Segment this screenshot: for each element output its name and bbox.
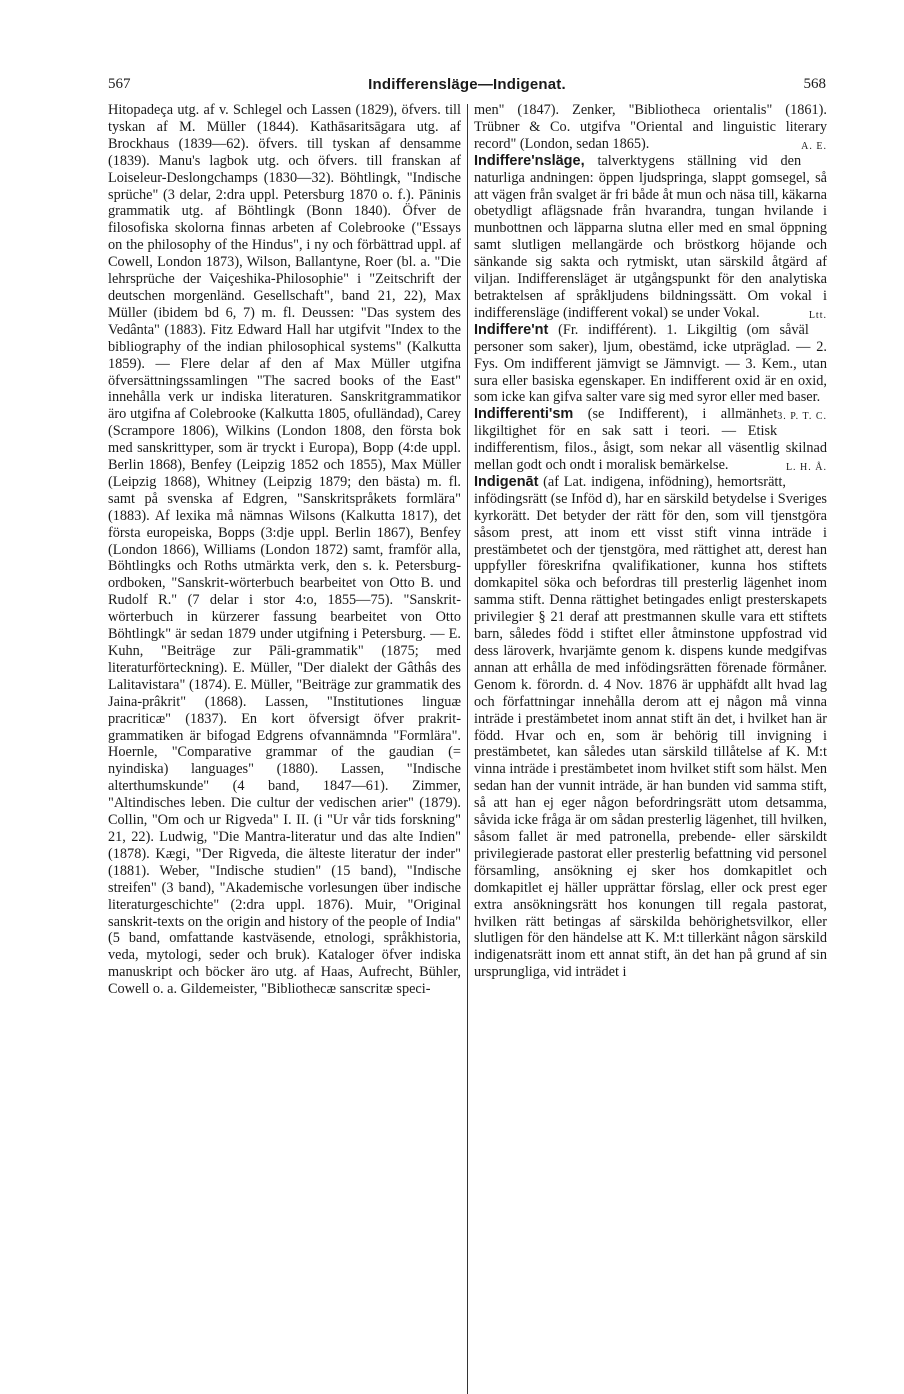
page-header [108,76,826,96]
entry-headword: Indifferenti'sm [474,406,574,423]
continuation-body: men" (1847). Zenker, "Bibliotheca orientalis" (1861). Trübner & Co. utgifva "Oriental and linguistic literary record" (London, sedan 1865). [474,102,827,152]
entry-headword: Indiffere'nsläge, [474,152,585,169]
left-column-text: Hitopadeça utg. af v. Schlegel och Lassen (1829), öfvers. till tyskan af M. Müller (1844). Kathāsaritsāgara utg. af Brockhaus (1839—62). öfvers. till tyskan af densamme (1839). Manu's lagbok utg. och öfvers. till franskan af Loiseleur-Deslongchamps (1830—32). Böhtlingk, "Indische sprüche" (3 delar, 2:dra uppl. Petersburg 1870 o. f.). Pāninis grammatik utg. af Böhtlingk (Bonn 1840). Öfver de filosofiska skolorna finnas arbeten af Colebrooke ("Essays on the philosophy of the Hindus", i ny och förbättrad uppl. af Cowell, London 1873), Wilson, Ballantyne, Roer (bl. a. "Die lehrsprüche der Vaiçeshika-Philosophie" i "Zeitschrift der deutschen morgenländ. Gesellschaft", band 21, 22), Max Müller (ibidem bd 6, 7) m. fl. Deussen: "Das system des Vedânta" (1883). Fitz Edward Hall har utgifvit "Index to the bibliography of the indian philosophical systems" (Kalkutta 1859). — Flere delar af den af Max Müller utgifna öfversättningssamlingen "The sacred books of the East" innehålla verk ur indiska literaturen. Sanskritgrammatikor äro utgifna af Colebrooke (Kalkutta 1805, ofulländad), Carey (Scrampore 1806), Wilkins (London 1808, den första bok med sanskrittyper, som är tryckt i Europa), Bopp (4:de uppl. Berlin 1868), Benfey (Leipzig 1852 och 1855), Max Müller (Leipzig 1868), Whitney (Leipzig 1879; den bästa) m. fl. samt på svenska af Edgren, "Sanskritspråkets formlära" (1883). Af lexika må nämnas Wilsons (Kalkutta 1817), det första europeiska, Bopps (3:dje uppl. Berlin 1867), Benfey (London 1866), Williams (London 1872) samt, framför alla, Böhtlingks och Roths utmärkta verk, den s. k. Petersburg-ordboken, "Sanskrit-wörterbuch bearbeitet von Otto B. und Rudolf R." (7 delar i stor 4:o, 1855—75). "Sanskrit-wörterbuch in kürzerer fassung bearbeitet von Otto Böhtlingk" är sedan 1879 under utgifning i Petersburg. — E. Kuhn, "Beiträge zur Pāli-grammatik" (1875; med literaturförteckning). E. Müller, "Der dialekt der Gâthâs des Lalitavistara" (1874). E. Müller, "Beiträge zur grammatik des Jaina-prâkrit" (1868). Lassen, "Institutiones linguæ pracriticæ" (1837). En kort öfversigt öfver prakrit-grammatiken är bifogad Edgrens ofvannämnda "Formlära". Hoernle, "Comparative grammar of the gaudian (= nyindiska) languages" (1880). Lassen, "Indische alterthumskunde" (4 band, 1847—61). Zimmer, "Altindisches leben. Die cultur der vedischen arier" (1879). Collin, "Om och ur Rigveda" I. II. (i "Ur vår tids forskning" 21, 22). Ludwig, "Die Mantra-literatur und das alte Indien" (1878). Kægi, "Der Rigveda, die älteste literatur der inder" (1881). Weber, "Indische studien" (15 band), "Indische streifen" (3 band), "Akademische vorlesungen über indische literaturgeschichte" (2:dra uppl. 1876). Muir, "Original sanskrit-texts on the origin and history of the people of India" (5 band, omfattande kastväsende, etnologi, språkhistoria, veda, mytologi, seder och bruk). Kataloger öfver indiska manuskript och böcker äro utg. af Haas, Aufrecht, Bühler, Cowell o. a. Gildemeister, "Bibliothecæ sanscritæ speci- [108,102,461,998]
entry-text: talverktygens ställning vid den naturliga andningen: öppen ljudspringa, slappt gomsegel, så att vägen från svalget är fri både åt mun och näsa till, käkarna obetydligt aflägsnade från hvarandra, tungan hvilande i munbottnen och läpparna slutna eller med en smal öppning samt slutligen mellangärde och bröstkorg höjande och sänkande sig sakta och rytmiskt, utan särskild åtgärd af viljan. Indifferensläget är utgångspunkt för den analytiska betraktelsen af språkljudens bildningssätt. Om vokal i indifferensläge (indifferent vokal) se under Vokal. [474,152,827,321]
entry-headword: Indigenāt [474,473,539,490]
entry-signature: 3. P. T. C. [777,411,827,423]
entry-headword: Indiffere'nt [474,321,549,338]
entry-indifferenslage [474,153,827,322]
left-column [108,102,461,998]
entry-text: (af Lat. indigena, infödning), hemortsrätt, infödingsrätt (se Inföd d), har en särskild betydelse i Sveriges kyrkorätt. Det betyder der rätt för den, som vill tjenstgöra såsom prest, att inom ett visst stift vinna inträde i prestämbetet och der tjenstgöra, med rättighet att, derest han uppfyller föreskrifna qvalifikationer, kunna hos stiftets domkapitel söka och befordras till presterlig lägenhet inom samma stift. Denna rättighet betingades enligt presterskapets privilegier § 21 deraf att prestmannen skulle vara ett stiftets barn, således född i stiftet eller åtminstone uppfostrad vid dess läroverk, hvarjämte genom k. dispens kunde medgifvas annan att erhålla de med infödingsrätten förenade förmåner. Genom k. förordn. d. 4 Nov. 1876 är upphäfdt allt hvad lag och författningar innehålla derom att ej någon må vinna inträde i prestämbetet inom annat stift än det, i hvilket han är född. Hvar och en, som är behörig till invigning i prestämbetet, kan således utan särskild tillåtelse af K. M:t vinna inträde i prestämbetet inom hvilket stift som hälst. Men sedan han der vunnit inträde, är han bunden vid samma stift, så att han ej eger någon befordringsrätt utom detsamma, såvida icke fråga är om sådan presterlig lägenhet, till hvilken, såsom fallet är med patronella, prebende- eller särskildt privilegierade pastorat eller presterlig befattning vid personel församling, ansökning ej sker hos domkapitlet och domkapitlet ej häller upprättar förslag, eller ock prest eger extra ansökningsrätt hos konungen till regala pastorat, hvilken rätt betingas af särskilda behörighetsvilkor, eller slutligen för den händelse att K. M:t tillerkänt någon särskild indigenatsrätt inom ett annat stift, än det han på grund af sin ursprungliga, vid inträdet i [474,473,827,981]
right-page-number: 568 [803,76,826,92]
entry-indifferentism [474,406,827,474]
entry-text: (se Indifferent), i allmänhet likgiltighet för en sak satt i teori. — Etisk indifferentism, filos., åsigt, som nekar all väsentlig skilnad mellan godt och ondt i moralisk bemärkelse. [474,406,827,474]
column-divider [467,104,468,1394]
running-head: Indifferensläge—Indigenat. [368,76,566,93]
entry-indigenat [474,474,827,981]
entry-signature: L. H. Å. [785,462,827,474]
entry-signature: Ltt. [808,309,827,321]
left-page-number: 567 [108,76,131,92]
right-column [474,102,827,981]
continuation-signature: A. E. [801,140,827,152]
entry-text: (Fr. indifférent). 1. Likgiltig (om såväl personer som saker), ljum, obestämd, icke utpräglad. — 2. Fys. Om indifferent jämvigt se Jämnvigt. — 3. Kem., utan sura eller basiska egenskaper. En indifferent oxid är en oxid, som icke kan gifva salter vare sig med syror eller med baser. [474,321,827,406]
continuation-text [474,102,827,153]
